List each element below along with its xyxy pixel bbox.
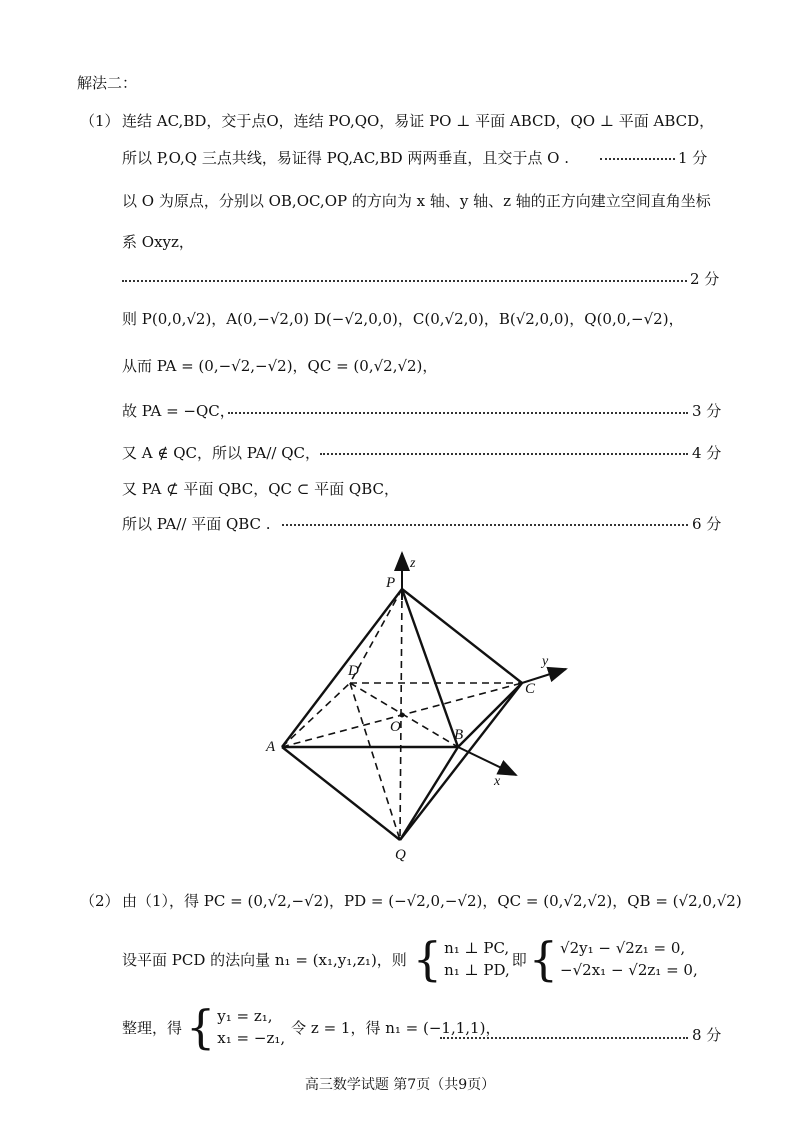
part2-line2-pre: 设平面 PCD 的法向量 n₁ = (x₁,y₁,z₁)，则 [122, 950, 407, 969]
part1-line4: 系 Oxyz， [122, 233, 194, 251]
leader-dots [228, 412, 688, 414]
part1-line7: 从而 PA = (0,−√2,−√2)，QC = (0,√2,√2)， [122, 357, 438, 375]
part2-line3-post: 令 z = 1，得 n₁ = (−1,1,1)， [291, 1018, 501, 1037]
equation-system [560, 937, 698, 981]
score-1: 1 分 [678, 149, 708, 167]
leader-dots [320, 453, 688, 455]
brace: { [528, 932, 559, 986]
part2-line2 [122, 932, 698, 986]
x-axis [458, 747, 516, 775]
label-C: C [525, 681, 536, 697]
label-Q: Q [395, 847, 406, 863]
page-footer: 高三数学试题 第7页（共9页） [304, 1077, 496, 1093]
brace: { [412, 932, 443, 986]
part1-line2: 所以 P,O,Q 三点共线，易证得 PQ,AC,BD 两两垂直，且交于点 O . [122, 149, 569, 167]
part1-line11: 所以 PA// 平面 QBC . [122, 515, 271, 533]
leader-dots [122, 280, 687, 282]
brace: { [186, 1000, 216, 1054]
part2-line2-mid: 即 [511, 950, 527, 969]
part2-line3 [122, 1000, 501, 1054]
label-P: P [386, 575, 396, 591]
part2-number: （2） [80, 892, 120, 910]
label-A: A [266, 739, 276, 755]
cond-2: n₁ ⊥ PD, [444, 961, 510, 979]
label-x: x [494, 774, 501, 789]
method-title: 解法二： [77, 74, 138, 92]
condition-system [444, 937, 510, 981]
part1-line9: 又 A ∉ QC，所以 PA// QC， [122, 444, 320, 462]
part1-line1: 连结 AC,BD，交于点O，连结 PO,QO，易证 PO ⊥ 平面 ABCD，QO ⊥ 平面 ABCD， [122, 112, 715, 130]
part1-line3: 以 O 为原点，分别以 OB,OC,OP 的方向为 x 轴、y 轴、z 轴的正方向建立空间直角坐标 [122, 192, 711, 210]
part2-line3-pre: 整理，得 [122, 1018, 183, 1037]
score-8: 8 分 [692, 1026, 722, 1044]
score-4: 4 分 [692, 444, 722, 462]
cond-1: n₁ ⊥ PC, [444, 939, 510, 957]
eq-2: −√2x₁ − √2z₁ = 0, [560, 961, 698, 979]
part1-number: （1） [80, 112, 120, 130]
leader-dots [282, 524, 688, 526]
part1-line8: 故 PA = −QC， [122, 402, 235, 420]
label-D: D [348, 663, 359, 679]
origin-point [400, 713, 405, 718]
score-6: 6 分 [692, 515, 722, 533]
score-3: 3 分 [692, 402, 722, 420]
label-B: B [454, 727, 464, 743]
leader-dots [440, 1037, 688, 1039]
res-1: y₁ = z₁, [217, 1007, 273, 1025]
part2-line1: 由（1），得 PC = (0,√2,−√2)，PD = (−√2,0,−√2)，QC = (0,√2,√2)，QB = (√2,0,√2) [122, 892, 742, 910]
label-z: z [410, 556, 416, 571]
part1-line10: 又 PA ⊄ 平面 QBC，QC ⊂ 平面 QBC， [122, 480, 399, 498]
result-system [217, 1005, 285, 1049]
octahedron-figure [240, 545, 580, 875]
label-O: O [390, 719, 401, 735]
label-y: y [542, 654, 549, 669]
eq-1: √2y₁ − √2z₁ = 0, [560, 939, 686, 957]
part1-line6: 则 P(0,0,√2)，A(0,−√2,0) D(−√2,0,0)，C(0,√2,0)，B(√2,0,0)，Q(0,0,−√2)， [122, 310, 684, 328]
res-2: x₁ = −z₁, [217, 1029, 286, 1047]
score-2: 2 分 [690, 270, 720, 288]
leader-dots [600, 158, 675, 160]
